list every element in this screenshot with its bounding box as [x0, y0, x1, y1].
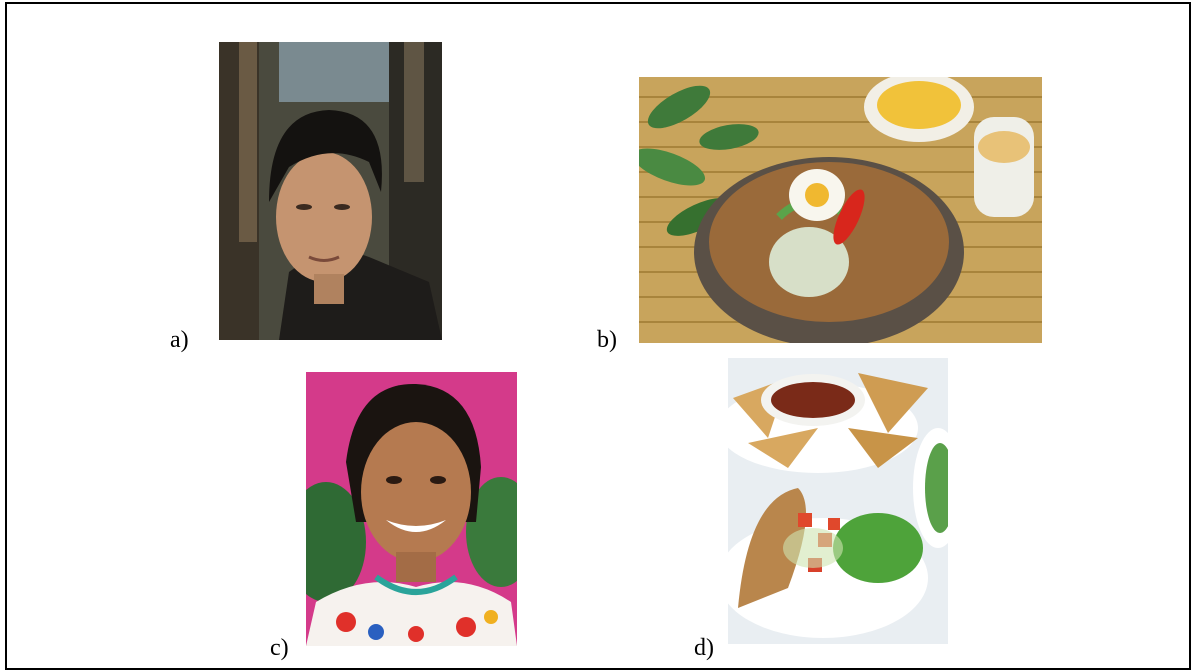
panel-label-b: b): [597, 327, 617, 353]
photo-tortilla-plate: [728, 358, 948, 644]
photo-noodle-soup: [639, 77, 1042, 343]
panel-label-c: c): [270, 635, 289, 661]
panel-label-a: a): [170, 327, 189, 353]
photo-young-man: [219, 42, 442, 340]
photo-smiling-woman: [306, 372, 517, 646]
panel-label-d: d): [694, 635, 714, 661]
